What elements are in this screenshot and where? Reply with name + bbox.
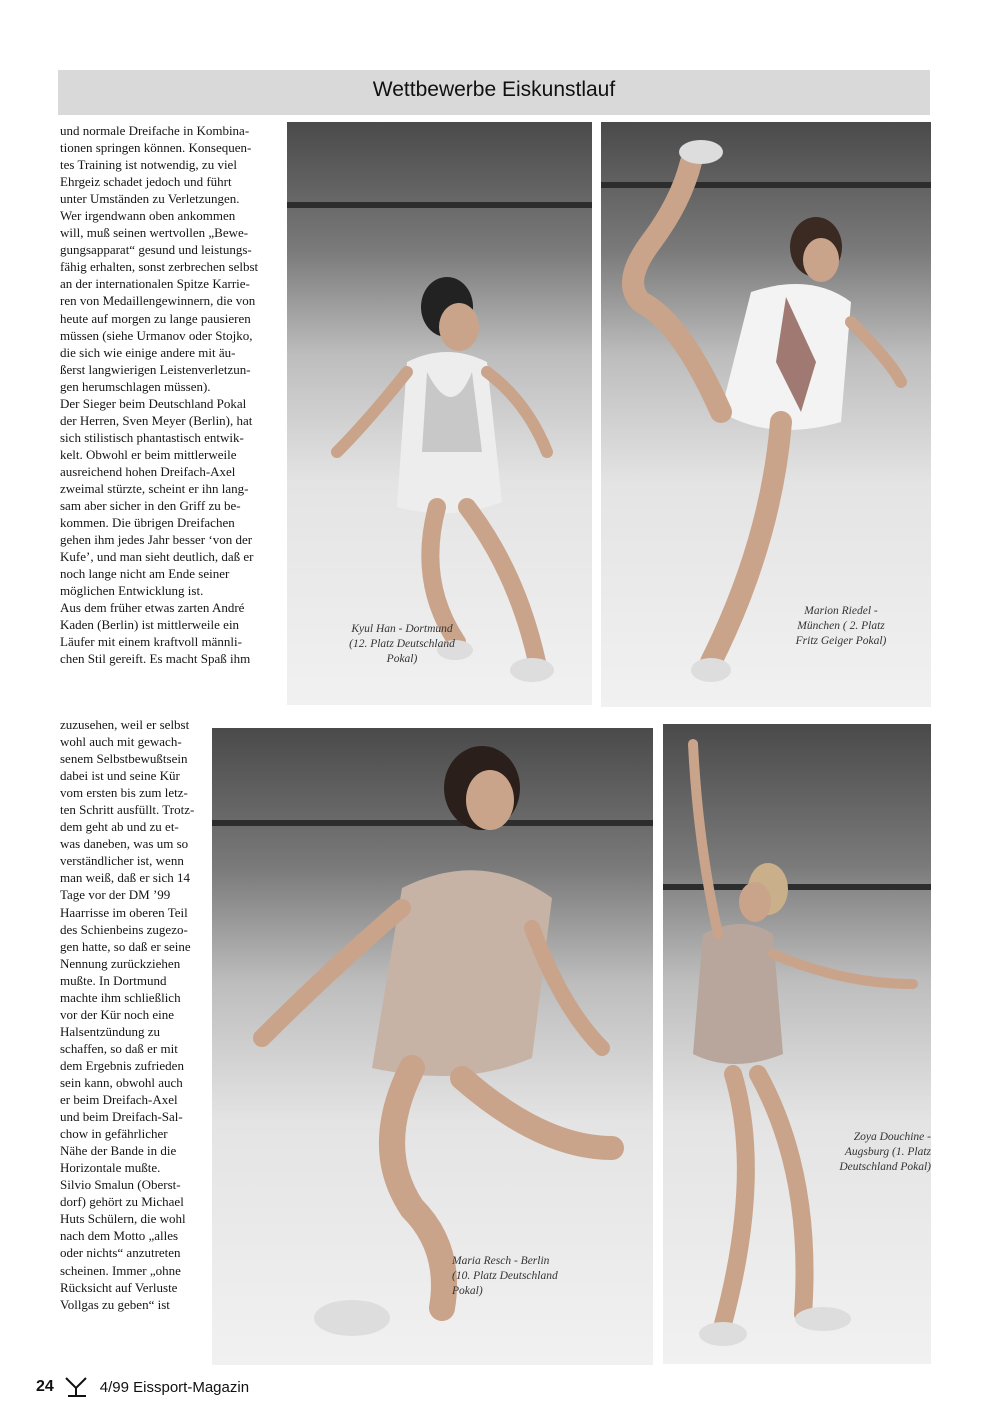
text-line: Aus dem früher etwas zarten André	[60, 600, 245, 616]
text-line: Halsentzündung zu	[60, 1023, 161, 1039]
text-line: oder nichts“ anzutreten	[60, 1245, 181, 1261]
text-line: senem Selbstbewußtsein	[60, 751, 188, 767]
text-line: gehen ihm jedes Jahr besser ‘von der	[60, 532, 253, 548]
text-line: man weiß, daß er sich 14	[60, 870, 190, 886]
text-line: sich stilistisch phantastisch entwik-	[60, 429, 244, 445]
caption-line: Augsburg (1. Platz	[844, 1146, 931, 1158]
text-line: und normale Dreifache in Kombina-	[60, 123, 250, 138]
text-line: gen hatte, so daß er seine	[60, 938, 191, 954]
text-line: Vollgas zu geben“ ist	[60, 1296, 170, 1312]
text-line: scheinen. Immer „ohne	[60, 1262, 181, 1278]
text-line: Der Sieger beim Deutschland Pokal	[60, 395, 247, 411]
section-title: Wettbewerbe Eiskunstlauf	[372, 78, 616, 101]
text-line: Rücksicht auf Verluste	[60, 1279, 178, 1295]
caption-line: Maria Resch - Berlin	[452, 1255, 550, 1267]
caption-line: (12. Platz Deutschland	[349, 638, 455, 650]
caption-line: (10. Platz Deutschland	[452, 1270, 558, 1282]
text-line: zuzusehen, weil er selbst	[60, 717, 190, 732]
skater-silhouette-kyul-han	[287, 122, 592, 705]
text-line: Tage vor der DM ’99	[60, 887, 171, 903]
photo-caption	[791, 1130, 931, 1175]
photo-caption	[452, 1254, 622, 1299]
text-line: nach dem Motto „alles	[60, 1228, 179, 1244]
caption-line: Marion Riedel -	[804, 605, 878, 617]
text-line: unter Umständen zu Verletzungen.	[60, 191, 240, 207]
text-line: des Schienbeins zugezo-	[60, 921, 188, 937]
text-line: dem geht ab und zu et-	[60, 819, 179, 835]
caption-line: München ( 2. Platz	[797, 620, 885, 632]
caption-line: Deutschland Pokal)	[839, 1161, 931, 1173]
caption-line: Pokal)	[386, 653, 418, 665]
text-line: ren von Medaillengewinnern, die von	[60, 293, 256, 309]
text-line: Läufer mit einem kraftvoll männli-	[60, 634, 242, 650]
text-line: ten Schritt ausfüllt. Trotz-	[60, 802, 195, 818]
text-line: noch lange nicht am Ende seiner	[60, 566, 230, 582]
article-text-top	[60, 122, 280, 668]
caption-line: Fritz Geiger Pokal)	[795, 635, 887, 647]
text-line: dabei ist und seine Kür	[60, 768, 180, 784]
text-line: Kaden (Berlin) ist mittlerweile ein	[60, 617, 240, 633]
text-line: dem Ergebnis zufrieden	[60, 1057, 184, 1073]
text-line: kelt. Obwohl er beim mittlerweile	[60, 446, 237, 462]
skater-logo-icon	[62, 1374, 92, 1400]
text-line: Kufe’, und man sieht deutlich, daß er	[60, 549, 254, 565]
text-line: machte ihm schließlich	[60, 989, 181, 1005]
text-line: die sich wie einige andere mit äu-	[60, 344, 236, 360]
text-line: tes Training ist notwendig, zu viel	[60, 157, 237, 173]
text-line: Horizontale mußte.	[60, 1160, 161, 1176]
caption-line: Kyul Han - Dortmund	[351, 623, 453, 635]
text-line: Huts Schülern, die wohl	[60, 1211, 186, 1227]
text-line: tionen springen können. Konsequen-	[60, 140, 252, 156]
text-line: gungsapparat“ gesund und leistungs-	[60, 242, 252, 258]
caption-line: Pokal)	[452, 1285, 483, 1297]
text-line: ßerst langwierigen Leistenverletzun-	[60, 361, 251, 377]
text-line: der Herren, Sven Meyer (Berlin), hat	[60, 412, 253, 428]
photo-caption	[751, 604, 931, 649]
text-line: Nennung zurückziehen	[60, 955, 181, 971]
photo-caption	[327, 622, 477, 667]
text-line: wohl auch mit gewach-	[60, 734, 182, 750]
text-line: gen herumschlagen müssen).	[60, 378, 211, 394]
text-line: chen Stil gereift. Es macht Spaß ihm	[60, 651, 251, 667]
text-line: vor der Kür noch eine	[60, 1006, 175, 1022]
text-line: was daneben, was um so	[60, 836, 189, 852]
text-line: Ehrgeiz schadet jedoch und führt	[60, 174, 232, 190]
section-header-bar	[58, 70, 930, 115]
text-line: Haarrisse im oberen Teil	[60, 904, 188, 920]
photo-marion-riedel	[601, 122, 931, 707]
photo-kyul-han	[287, 122, 592, 705]
text-line: müssen (siehe Urmanov oder Stojko,	[60, 327, 253, 343]
text-line: will, muß seinen wertvollen „Bewe-	[60, 225, 249, 241]
text-line: Wer irgendwann oben ankommen	[60, 208, 236, 224]
text-line: verständlicher ist, wenn	[60, 853, 184, 869]
caption-line: Zoya Douchine -	[853, 1131, 931, 1143]
photo-zoya-douchine	[663, 724, 931, 1364]
page-footer	[36, 1374, 249, 1400]
text-line: Silvio Smalun (Oberst-	[60, 1177, 181, 1193]
article-text-bottom	[60, 716, 210, 1313]
page-number: 24	[36, 1378, 54, 1395]
text-line: an der internationalen Spitze Karrie-	[60, 276, 250, 292]
text-line: chow in gefährlicher	[60, 1126, 168, 1142]
text-line: möglichen Entwicklung ist.	[60, 583, 204, 599]
text-line: sam aber sicher in den Griff zu be-	[60, 498, 241, 514]
text-line: heute auf morgen zu lange pausieren	[60, 310, 251, 326]
photo-maria-resch	[212, 728, 653, 1365]
text-line: schaffen, so daß er mit	[60, 1040, 178, 1056]
text-line: sein kann, obwohl auch	[60, 1074, 183, 1090]
text-line: kommen. Die übrigen Dreifachen	[60, 515, 235, 531]
text-line: vom ersten bis zum letz-	[60, 785, 188, 801]
text-line: er beim Dreifach-Axel	[60, 1092, 178, 1108]
text-line: dorf) gehört zu Michael	[60, 1194, 184, 1210]
text-line: mußte. In Dortmund	[60, 972, 167, 988]
text-line: zweimal stürzte, scheint er ihn lang-	[60, 480, 249, 496]
text-line: ausreichend hohen Dreifach-Axel	[60, 463, 236, 479]
skater-silhouette-zoya-douchine	[663, 724, 931, 1364]
text-line: und beim Dreifach-Sal-	[60, 1109, 183, 1125]
text-line: Nähe der Bande in die	[60, 1143, 177, 1159]
text-line: fähig erhalten, sonst zerbrechen selbst	[60, 259, 259, 275]
issue-label: 4/99 Eissport-Magazin	[99, 1378, 250, 1396]
